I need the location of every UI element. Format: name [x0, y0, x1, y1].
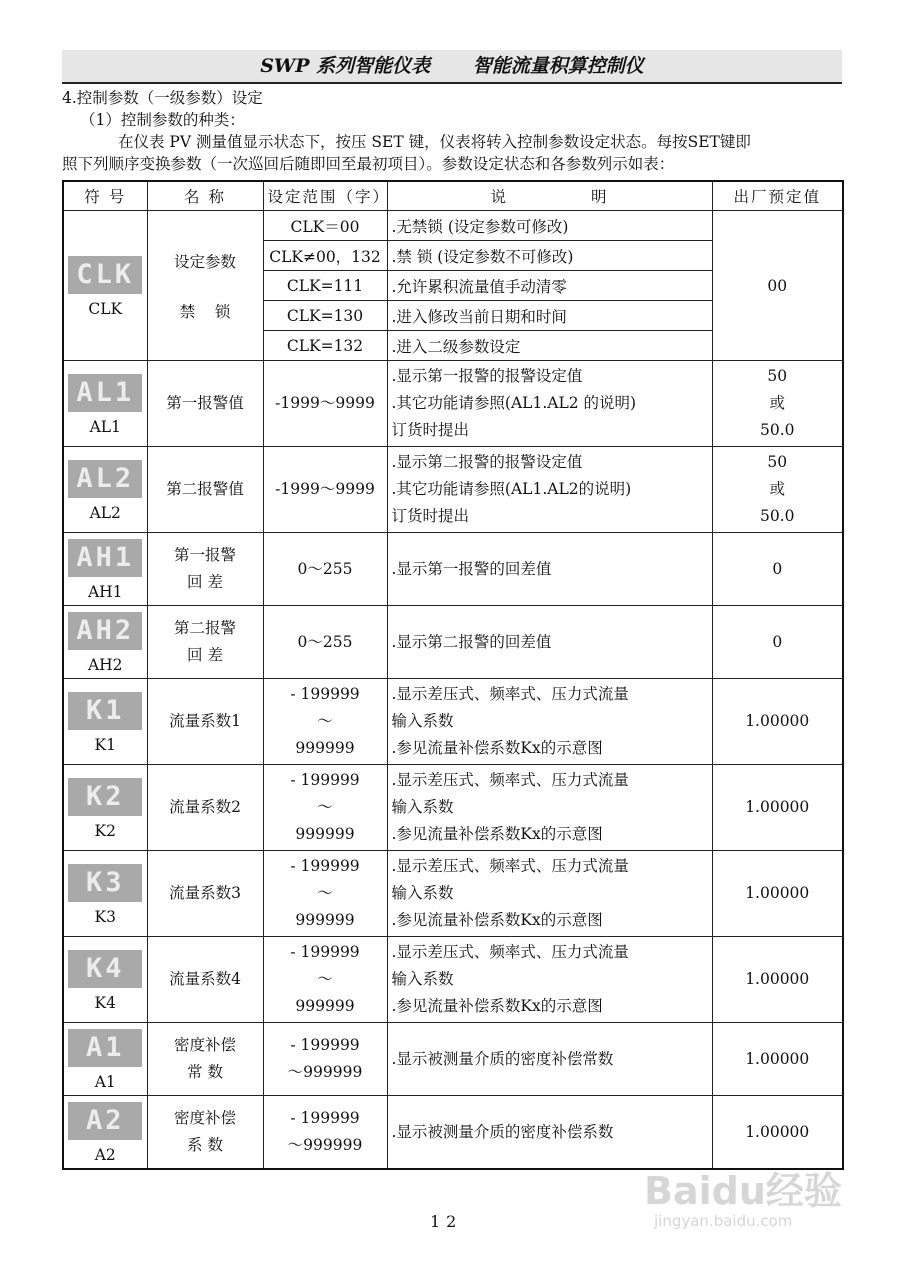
range-cell: - 199999 ～999999: [263, 1023, 387, 1096]
description-cell: .显示差压式、频率式、压力式流量 输入系数 .参见流量补偿系数Kx的示意图: [387, 851, 712, 937]
range-cell: - 199999 ～999999: [263, 1096, 387, 1170]
section-title: 4.控制参数（一级参数）设定: [62, 89, 263, 107]
description-cell: .进入二级参数设定: [387, 331, 712, 361]
symbol-cell: [63, 851, 147, 937]
intro-line-2: 照下列顺序变换参数（一次巡回后随即回至最初项目）。参数设定状态和各参数列示如表：: [62, 155, 675, 173]
param-code: A1: [94, 1073, 116, 1091]
param-name-cell: [147, 211, 263, 361]
range-cell: -1999～9999: [263, 447, 387, 533]
header-symbol: 符 号: [63, 181, 147, 211]
default-cell: 1.00000: [712, 851, 843, 937]
header-default: 出厂预定值: [712, 181, 843, 211]
description-cell: .允许累积流量值手动清零: [387, 271, 712, 301]
param-name-cell: 流量系数2: [147, 765, 263, 851]
param-code: AL2: [89, 503, 121, 522]
range-cell: CLK=111: [263, 271, 387, 301]
symbol-cell: [63, 1023, 147, 1096]
param-code: K2: [94, 821, 116, 840]
default-cell: 50 或 50.0: [712, 361, 843, 447]
default-cell: 1.00000: [712, 1023, 843, 1096]
param-name-cell: 流量系数4: [147, 937, 263, 1023]
seven-segment-display: K1: [68, 692, 142, 730]
param-name-cell: 第一报警 回 差: [147, 533, 263, 606]
table-header-row: [63, 181, 843, 211]
table-row: [63, 361, 843, 447]
param-code: AH1: [87, 583, 123, 601]
default-cell: 1.00000: [712, 679, 843, 765]
table-row: [63, 679, 843, 765]
symbol-cell: [63, 606, 147, 679]
default-cell: 50 或 50.0: [712, 447, 843, 533]
param-name-cell: 流量系数1: [147, 679, 263, 765]
table-row: [63, 533, 843, 606]
param-code: A2: [94, 1146, 116, 1164]
range-cell: CLK=132: [263, 331, 387, 361]
param-name-cell: 第二报警值: [147, 447, 263, 533]
description-cell: .显示第二报警的回差值: [387, 606, 712, 679]
seven-segment-display: AL1: [68, 374, 142, 412]
header-description: 说 明: [387, 181, 712, 211]
seven-segment-display: AL2: [68, 460, 142, 498]
symbol-cell: [63, 533, 147, 606]
range-cell: 0～255: [263, 533, 387, 606]
baidu-watermark: [644, 1160, 842, 1230]
range-cell: 0～255: [263, 606, 387, 679]
header-range: 设定范围（字）: [263, 181, 387, 211]
symbol-cell: [63, 765, 147, 851]
header-name: 名 称: [147, 181, 263, 211]
seven-segment-display: K3: [68, 864, 142, 902]
symbol-cell: [63, 361, 147, 447]
page-number: 12: [430, 1212, 463, 1231]
table-row: [63, 211, 843, 241]
range-cell: CLK=130: [263, 301, 387, 331]
symbol-cell: [63, 1096, 147, 1170]
param-name: 禁 锁: [179, 302, 231, 321]
default-cell: 1.00000: [712, 1096, 843, 1170]
range-cell: - 199999 ～ 999999: [263, 937, 387, 1023]
header-series-title: SWP 系列智能仪表: [260, 55, 431, 77]
param-code: K3: [94, 907, 116, 926]
description-cell: .禁 锁 (设定参数不可修改): [387, 241, 712, 271]
table-row: [63, 937, 843, 1023]
range-cell: - 199999 ～ 999999: [263, 765, 387, 851]
seven-segment-display: A2: [68, 1102, 142, 1140]
range-cell: - 199999 ～ 999999: [263, 851, 387, 937]
seven-segment-display: A1: [68, 1029, 142, 1067]
description-cell: .显示第二报警的报警设定值 .其它功能请参照(AL1.AL2的说明) 订货时提出: [387, 447, 712, 533]
param-code: AH2: [87, 656, 123, 674]
description-cell: .显示差压式、频率式、压力式流量 输入系数 .参见流量补偿系数Kx的示意图: [387, 679, 712, 765]
description-cell: .无禁锁 (设定参数可修改): [387, 211, 712, 241]
param-name-cell: 第一报警值: [147, 361, 263, 447]
description-cell: .显示差压式、频率式、压力式流量 输入系数 .参见流量补偿系数Kx的示意图: [387, 765, 712, 851]
param-name-cell: 流量系数3: [147, 851, 263, 937]
subsection-title: （1）控制参数的种类：: [80, 111, 245, 129]
description-cell: .显示差压式、频率式、压力式流量 输入系数 .参见流量补偿系数Kx的示意图: [387, 937, 712, 1023]
seven-segment-display: CLK: [68, 256, 142, 294]
table-row: [63, 1096, 843, 1170]
default-cell: 1.00000: [712, 937, 843, 1023]
default-cell: 0: [712, 606, 843, 679]
symbol-cell: [63, 937, 147, 1023]
watermark-url: jingyan.baidu.com: [654, 1212, 793, 1230]
header-product-title: 智能流量积算控制仪: [472, 55, 644, 77]
table-row: [63, 447, 843, 533]
description-cell: .显示被测量介质的密度补偿系数: [387, 1096, 712, 1170]
param-code: K1: [94, 735, 116, 754]
description-cell: .显示第一报警的报警设定值 .其它功能请参照(AL1.AL2 的说明) 订货时提出: [387, 361, 712, 447]
range-cell: CLK≠00，132: [263, 241, 387, 271]
seven-segment-display: AH1: [68, 539, 142, 577]
range-cell: - 199999 ～ 999999: [263, 679, 387, 765]
table-row: [63, 765, 843, 851]
symbol-cell: [63, 447, 147, 533]
description-cell: .进入修改当前日期和时间: [387, 301, 712, 331]
symbol-cell: [63, 679, 147, 765]
document-header: [62, 50, 842, 84]
range-cell: -1999～9999: [263, 361, 387, 447]
param-name: 设定参数: [173, 252, 236, 271]
default-cell: 00: [712, 211, 843, 361]
table-row: [63, 1023, 843, 1096]
description-cell: .显示被测量介质的密度补偿常数: [387, 1023, 712, 1096]
watermark-logo: Baidu经验: [644, 1169, 842, 1213]
param-name-cell: 第二报警 回 差: [147, 606, 263, 679]
intro-line-1: 在仪表 PV 测量值显示状态下，按压 SET 键，仪表将转入控制参数设定状态。每按SET键即: [118, 133, 751, 151]
seven-segment-display: K2: [68, 778, 142, 816]
parameter-table: [62, 180, 844, 1170]
range-cell: CLK＝00: [263, 211, 387, 241]
default-cell: 1.00000: [712, 765, 843, 851]
seven-segment-display: K4: [68, 950, 142, 988]
table-row: [63, 606, 843, 679]
default-cell: 0: [712, 533, 843, 606]
param-code: K4: [94, 993, 116, 1012]
param-code: AL1: [89, 417, 121, 436]
param-name-cell: 密度补偿 系 数: [147, 1096, 263, 1170]
description-cell: .显示第一报警的回差值: [387, 533, 712, 606]
param-code: CLK: [88, 299, 123, 318]
param-name-cell: 密度补偿 常 数: [147, 1023, 263, 1096]
seven-segment-display: AH2: [68, 612, 142, 650]
table-row: [63, 851, 843, 937]
symbol-cell: [63, 211, 147, 361]
